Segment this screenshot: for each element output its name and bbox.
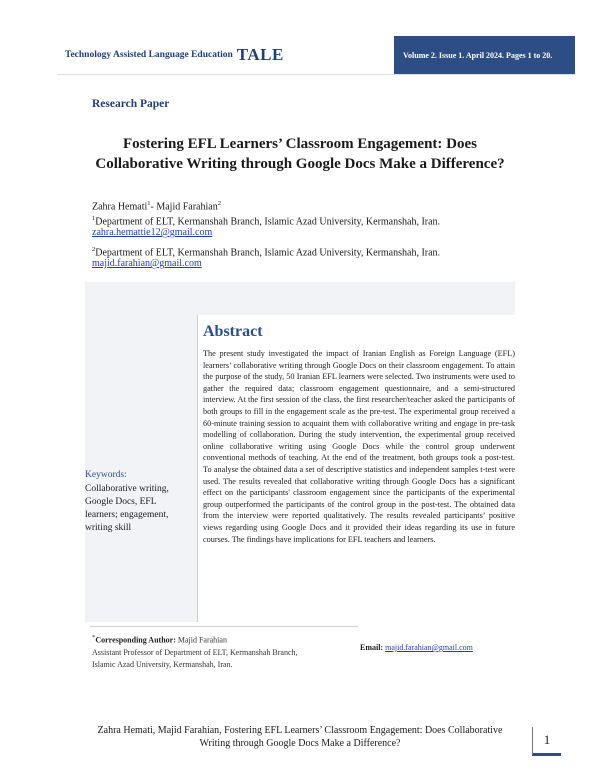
abstract-top-band [85,282,515,315]
affiliation-text: Department of ELT, Kermanshah Branch, Islamic Azad University, Kermanshah, Iran. [95,216,441,228]
author-name: Zahra Hemati [92,201,148,213]
corresponding-author-label: Corresponding Author: [95,635,176,645]
abstract-text: The present study investigated the impact of Iranian English as Foreign Language (EFL) learners’ collaborative writing through Google Docs on their classroom engagement. To attain the purpose of the study, 50 Iranian EFL learners were selected. Two instruments were used to gather the required data; classroom engagement questionnaire, and a semi-structured interview. At the first session of the class, the first researcher/teacher asked the participants of both groups to fill in the engagement scale as the pre-test. The experimental group received a 60-minute training session to acquaint them with collaborative writing and engage in pre-task modelling of collaboration. During the study intervention, the experimental group received online collaborative writing using Google Docs while the control group underwent conventional methods of teaching. At the end of the treatment, both groups took a post-test. To analyse the obtained data a set of descriptive statistics and independent samples t-test were used. The results revealed that collaborative writing through Google Docs has a significant effect on the participants' classroom engagement since the participants of the experimental group outperformed the participants of the control group in the post-test. The obtained data from the interview were reported qualitatively. The results revealed participants’ positive views regarding using Google Docs and it provided their ideas regarding its use in future courses. The findings have implications for EFL teachers and learners. [203,349,515,544]
author-superscript: 1 [147,200,151,207]
affiliation-superscript: 1 [92,215,96,222]
volume-info: Volume 2. Issue 1. April 2024. Pages 1 to 20. [403,50,553,60]
keywords-column [85,315,198,622]
footer-line: Zahra Hemati, Majid Farahian, Fostering EFL Learners’ Classroom Engagement: Does Collaborative [97,725,503,736]
article-type: Research Paper [92,98,170,110]
journal-header [57,36,575,75]
journal-name: Technology Assisted Language Education [65,50,233,60]
paper-title [60,134,540,174]
corresponding-email-link[interactable]: majid.farahian@gmail.com [385,643,473,652]
page-number: 1 [532,727,561,756]
journal-title-block [57,36,394,74]
footnote-divider [90,626,358,627]
keywords-heading: Keywords: [85,470,127,480]
corresponding-author-block [92,632,298,671]
author-email-link[interactable]: zahra.hemattie12@gmail.com [92,227,213,238]
corresponding-author-line [92,632,298,647]
paper-title-line: Fostering EFL Learners’ Classroom Engagement: Does [123,136,477,152]
journal-abbreviation: TALE [236,45,284,64]
paper-title-line: Collaborative Writing through Google Docs Make a Difference? [95,156,505,172]
volume-info-banner [394,36,575,74]
affiliation [92,243,440,259]
corresponding-email [360,643,473,652]
email-label: Email: [360,643,384,652]
corresponding-author-institution: Islamic Azad University, Kermanshah, Iran. [92,659,233,669]
author-email-link[interactable]: majid.farahian@gmail.com [92,258,202,269]
author-superscript: 2 [217,200,221,207]
page-footer-citation [80,724,520,750]
affiliation-text: Department of ELT, Kermanshah Branch, Islamic Azad University, Kermanshah, Iran. [95,247,441,259]
keywords-text: Collaborative writing, Google Docs, EFL learners; engagement, writing skill [85,484,169,533]
footer-line: Writing through Google Docs Make a Difference? [199,738,401,749]
affiliation [92,212,440,228]
abstract-section [203,322,515,545]
abstract-heading: Abstract [203,323,263,340]
author-separator: - [150,201,157,213]
affiliation-superscript: 2 [92,246,96,253]
corresponding-author-position: Assistant Professor of Department of ELT, Kermanshah Branch, [92,647,298,657]
footnote-marker: * [92,634,96,641]
author-name: Majid Farahian [156,201,218,213]
author-list [92,197,221,213]
corresponding-author-name: Majid Farahian [177,635,227,645]
